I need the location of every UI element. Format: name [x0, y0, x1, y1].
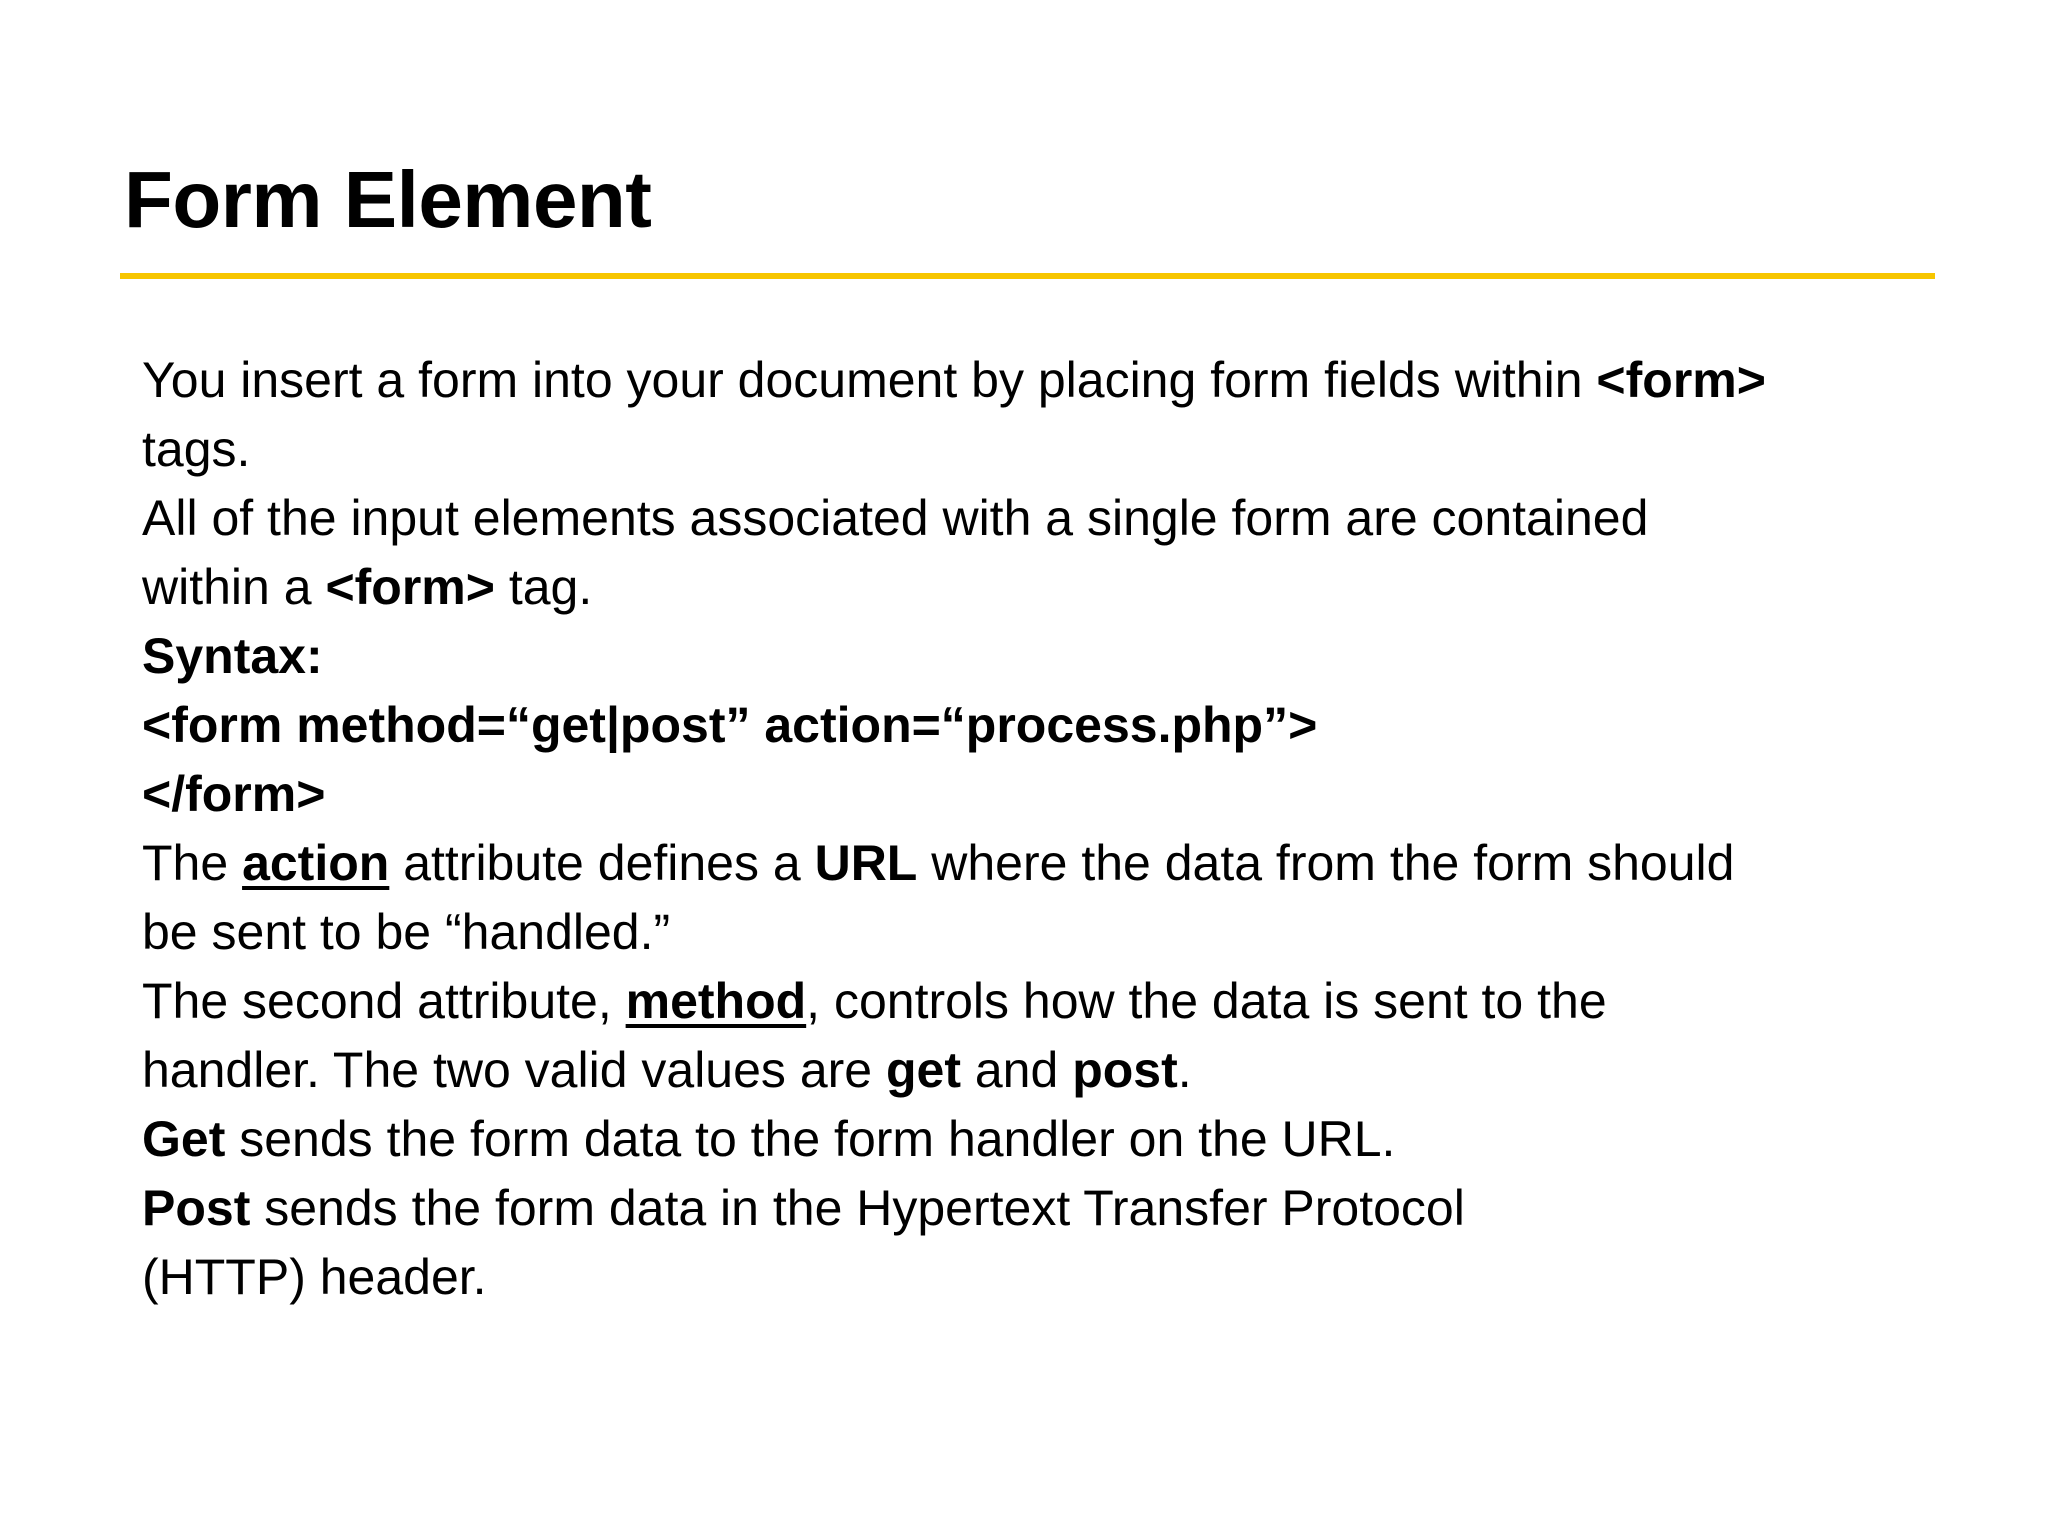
body-text-run: within a — [142, 559, 326, 615]
emphasized-text: <form> — [1596, 352, 1766, 408]
body-text-run: sends the form data to the form handler on the URL. — [225, 1111, 1396, 1167]
body-line — [142, 967, 1962, 1036]
body-text-run: . — [1177, 1042, 1192, 1098]
emphasized-text: get — [885, 1042, 961, 1098]
body-line — [142, 691, 1962, 760]
body-line — [142, 898, 1962, 967]
body-text-run: and — [960, 1042, 1073, 1098]
body-text-run: tags. — [142, 421, 251, 477]
body-line — [142, 829, 1962, 898]
emphasized-text: URL — [814, 835, 918, 891]
slide-body — [142, 346, 1962, 1312]
body-text-run: tag. — [494, 559, 593, 615]
body-text-run: All of the input elements associated with a single form are contained — [142, 490, 1649, 546]
body-text-run: , controls how the data is sent to the — [806, 973, 1607, 1029]
body-line — [142, 1243, 1962, 1312]
emphasized-text: Syntax: — [142, 628, 323, 684]
body-text-run: (HTTP) header. — [142, 1249, 487, 1305]
body-line — [142, 622, 1962, 691]
body-line — [142, 415, 1962, 484]
body-line — [142, 1036, 1962, 1105]
body-line — [142, 1174, 1962, 1243]
emphasized-text: <form method=“get|post” action=“process.php”> — [142, 697, 1318, 753]
title-divider — [120, 273, 1935, 279]
body-text-run: be sent to be “handled.” — [142, 904, 671, 960]
body-text-run: You insert a form into your document by placing form fields within — [142, 352, 1597, 408]
body-line — [142, 1105, 1962, 1174]
emphasized-text: action — [242, 835, 390, 891]
body-line — [142, 484, 1962, 553]
body-text-run: sends the form data in the Hypertext Transfer Protocol — [250, 1180, 1465, 1236]
body-line — [142, 553, 1962, 622]
emphasized-text: method — [625, 973, 807, 1029]
body-text-run: The — [142, 835, 243, 891]
emphasized-text: Get — [142, 1111, 226, 1167]
body-line — [142, 346, 1962, 415]
body-text-run: The second attribute, — [142, 973, 626, 1029]
emphasized-text: <form> — [325, 559, 495, 615]
slide-title: Form Element — [124, 155, 652, 244]
emphasized-text: </form> — [142, 766, 326, 822]
body-text-run: attribute defines a — [389, 835, 815, 891]
body-text-run: handler. The two valid values are — [142, 1042, 886, 1098]
body-text-run: where the data from the form should — [917, 835, 1735, 891]
body-line — [142, 760, 1962, 829]
emphasized-text: Post — [142, 1180, 251, 1236]
emphasized-text: post — [1072, 1042, 1178, 1098]
